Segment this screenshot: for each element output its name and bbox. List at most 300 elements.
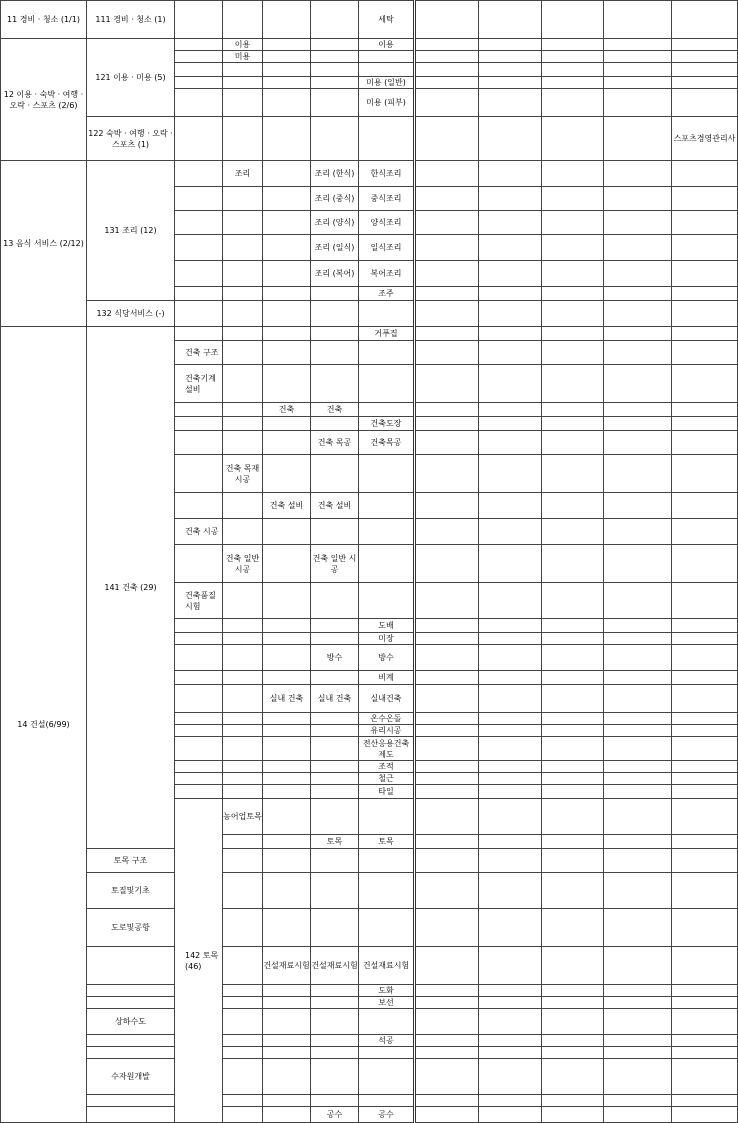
table-body (1, 1, 738, 1123)
table-cell (263, 455, 311, 493)
table-cell (672, 1, 738, 39)
table-cell (415, 645, 479, 671)
table-cell (604, 117, 672, 161)
table-cell (604, 403, 672, 417)
table-cell (415, 161, 479, 187)
table-cell (175, 671, 223, 685)
table-cell (311, 633, 359, 645)
table-cell (542, 287, 604, 301)
table-cell (415, 761, 479, 773)
table-cell (311, 117, 359, 161)
table-cell (223, 431, 263, 455)
table-cell (223, 117, 263, 161)
table-cell (175, 455, 223, 493)
table-cell (672, 1107, 738, 1123)
table-cell (223, 761, 263, 773)
table-cell (311, 761, 359, 773)
table-cell (223, 737, 263, 761)
table-cell (359, 1059, 415, 1095)
table-cell (479, 725, 542, 737)
table-cell (415, 39, 479, 51)
table-cell (415, 1059, 479, 1095)
table-cell (359, 63, 415, 77)
table-cell (542, 1107, 604, 1123)
table-cell (223, 583, 263, 619)
table-cell (415, 341, 479, 365)
table-cell (542, 341, 604, 365)
table-cell (87, 1095, 175, 1107)
table-cell (311, 77, 359, 89)
table-row (1, 301, 738, 327)
table-cell (223, 211, 263, 235)
table-cell (311, 773, 359, 785)
table-cell: 한식조리 (359, 161, 415, 187)
table-cell (479, 235, 542, 261)
table-row (1, 327, 738, 341)
table-cell (672, 545, 738, 583)
table-cell (672, 39, 738, 51)
table-cell (223, 327, 263, 341)
table-cell (542, 835, 604, 849)
table-cell (175, 417, 223, 431)
table-cell (542, 77, 604, 89)
table-cell (87, 947, 175, 985)
table-cell: 건축 구조 (175, 341, 223, 365)
table-cell (415, 785, 479, 799)
table-cell (359, 301, 415, 327)
table-cell (175, 39, 223, 51)
table-cell (175, 211, 223, 235)
table-cell (359, 51, 415, 63)
table-cell (479, 211, 542, 235)
table-cell (542, 849, 604, 873)
table-cell (263, 235, 311, 261)
table-cell (415, 773, 479, 785)
table-cell (479, 947, 542, 985)
table-cell (311, 799, 359, 835)
table-cell (311, 341, 359, 365)
table-cell (672, 455, 738, 493)
table-cell: 거푸집 (359, 327, 415, 341)
table-cell (542, 785, 604, 799)
table-cell (415, 301, 479, 327)
table-cell (415, 835, 479, 849)
table-cell (542, 261, 604, 287)
table-cell (672, 685, 738, 713)
table-cell (415, 77, 479, 89)
table-cell (542, 403, 604, 417)
table-cell (542, 63, 604, 77)
table-cell (311, 1095, 359, 1107)
table-cell: 122 숙박 · 여행 · 오락 · 스포츠 (1) (87, 117, 175, 161)
table-cell (263, 261, 311, 287)
table-cell (175, 403, 223, 417)
table-cell (415, 117, 479, 161)
table-cell (415, 327, 479, 341)
table-cell (311, 785, 359, 799)
table-cell: 양식조리 (359, 211, 415, 235)
table-cell (542, 985, 604, 997)
table-cell (415, 1047, 479, 1059)
table-cell (263, 545, 311, 583)
table-cell (175, 761, 223, 773)
table-cell (479, 713, 542, 725)
table-cell (604, 909, 672, 947)
table-cell (479, 89, 542, 117)
table-cell (542, 713, 604, 725)
table-cell (672, 403, 738, 417)
table-cell (542, 455, 604, 493)
table-cell (542, 187, 604, 211)
table-cell (542, 773, 604, 785)
table-cell (175, 161, 223, 187)
table-cell: 방수 (311, 645, 359, 671)
table-cell (87, 1047, 175, 1059)
table-cell (263, 1035, 311, 1047)
table-cell: 철근 (359, 773, 415, 785)
table-cell (415, 737, 479, 761)
table-cell (263, 645, 311, 671)
table-cell (175, 287, 223, 301)
table-cell (542, 431, 604, 455)
table-cell (672, 583, 738, 619)
table-cell (672, 63, 738, 77)
table-cell (672, 713, 738, 725)
table-cell (223, 77, 263, 89)
table-cell (672, 761, 738, 773)
table-cell (263, 1009, 311, 1035)
table-cell (415, 1107, 479, 1123)
table-cell (311, 619, 359, 633)
table-cell (604, 431, 672, 455)
table-cell (604, 211, 672, 235)
table-cell (479, 873, 542, 909)
table-cell: 복어조리 (359, 261, 415, 287)
table-cell (604, 327, 672, 341)
table-cell: 방수 (359, 645, 415, 671)
table-cell (542, 51, 604, 63)
table-cell (223, 365, 263, 403)
table-cell (415, 1009, 479, 1035)
table-cell: 석공 (359, 1035, 415, 1047)
table-cell (175, 261, 223, 287)
table-cell (263, 849, 311, 873)
table-cell (672, 1095, 738, 1107)
table-cell (415, 365, 479, 403)
table-cell (263, 671, 311, 685)
table-cell: 비계 (359, 671, 415, 685)
table-cell: 조리 (중식) (311, 187, 359, 211)
table-cell (415, 909, 479, 947)
table-cell (223, 493, 263, 519)
table-cell: 11 경비 · 청소 (1/1) (1, 1, 87, 39)
table-cell (542, 327, 604, 341)
table-cell (672, 1047, 738, 1059)
table-cell (479, 997, 542, 1009)
table-cell: 토질및기초 (87, 873, 175, 909)
table-cell (604, 685, 672, 713)
table-cell (604, 583, 672, 619)
table-cell (223, 403, 263, 417)
table-row (1, 1095, 738, 1107)
table-cell (311, 89, 359, 117)
table-cell (604, 455, 672, 493)
table-cell (672, 785, 738, 799)
table-cell (604, 545, 672, 583)
table-cell (415, 713, 479, 725)
table-cell: 건축 일반 시공 (311, 545, 359, 583)
table-cell (604, 341, 672, 365)
table-cell (542, 417, 604, 431)
table-cell (672, 725, 738, 737)
table-cell: 132 식당서비스 (-) (87, 301, 175, 327)
table-cell: 미용 (피부) (359, 89, 415, 117)
table-cell (223, 63, 263, 77)
table-cell (604, 835, 672, 849)
table-cell (415, 455, 479, 493)
table-cell (175, 737, 223, 761)
table-cell: 건축 (311, 403, 359, 417)
table-cell (415, 619, 479, 633)
table-cell (479, 365, 542, 403)
table-row (1, 39, 738, 51)
table-cell (672, 909, 738, 947)
table-cell (415, 997, 479, 1009)
table-cell (604, 1095, 672, 1107)
table-cell (479, 519, 542, 545)
table-cell (479, 455, 542, 493)
table-cell (415, 63, 479, 77)
table-cell (87, 985, 175, 997)
table-cell (604, 287, 672, 301)
table-cell (479, 685, 542, 713)
table-cell (415, 431, 479, 455)
table-cell (311, 39, 359, 51)
table-cell (672, 985, 738, 997)
table-cell (479, 187, 542, 211)
table-cell (223, 835, 263, 849)
table-cell (479, 39, 542, 51)
table-cell (175, 645, 223, 671)
table-cell (311, 1, 359, 39)
table-cell (415, 725, 479, 737)
table-cell (175, 493, 223, 519)
table-cell (479, 417, 542, 431)
table-cell (415, 799, 479, 835)
table-cell (263, 633, 311, 645)
table-cell (311, 873, 359, 909)
table-cell (479, 1047, 542, 1059)
table-cell (223, 89, 263, 117)
table-cell (479, 785, 542, 799)
table-cell (479, 799, 542, 835)
table-cell (479, 1059, 542, 1095)
table-cell (175, 431, 223, 455)
table-cell (604, 187, 672, 211)
table-cell (263, 785, 311, 799)
table-cell (223, 985, 263, 997)
table-cell: 13 음식 서비스 (2/12) (1, 161, 87, 327)
table-cell (175, 117, 223, 161)
table-cell (415, 89, 479, 117)
table-cell (87, 1107, 175, 1123)
table-cell: 공수 (311, 1107, 359, 1123)
table-cell (672, 327, 738, 341)
table-cell (542, 519, 604, 545)
table-cell (604, 161, 672, 187)
table-cell (415, 1035, 479, 1047)
table-cell (223, 849, 263, 873)
table-cell (479, 1, 542, 39)
table-cell (175, 713, 223, 725)
table-cell (479, 909, 542, 947)
table-cell (479, 619, 542, 633)
table-cell (415, 417, 479, 431)
table-cell (542, 211, 604, 235)
table-cell (311, 327, 359, 341)
table-cell (542, 633, 604, 645)
table-cell (604, 799, 672, 835)
table-cell (263, 117, 311, 161)
table-cell (415, 671, 479, 685)
table-cell (479, 645, 542, 671)
table-cell (311, 671, 359, 685)
table-cell (311, 583, 359, 619)
table-cell (415, 1095, 479, 1107)
table-cell (415, 947, 479, 985)
table-cell (263, 985, 311, 997)
table-cell (604, 1059, 672, 1095)
table-cell (479, 545, 542, 583)
table-cell (311, 287, 359, 301)
table-cell (604, 417, 672, 431)
table-cell: 건축 목재 시공 (223, 455, 263, 493)
table-cell (479, 493, 542, 519)
table-cell (672, 417, 738, 431)
table-cell (479, 583, 542, 619)
table-cell: 건설재료시험 (263, 947, 311, 985)
table-cell (479, 161, 542, 187)
table-cell: 전산응용건축제도 (359, 737, 415, 761)
table-cell (263, 1107, 311, 1123)
table-cell: 건축기계설비 (175, 365, 223, 403)
table-cell (479, 761, 542, 773)
table-cell (415, 633, 479, 645)
table-cell: 미용 (일반) (359, 77, 415, 89)
table-cell (263, 713, 311, 725)
table-cell: 농어업토목 (223, 799, 263, 835)
table-cell (672, 301, 738, 327)
table-cell (263, 725, 311, 737)
table-cell (223, 341, 263, 365)
table-cell (479, 117, 542, 161)
table-cell (542, 545, 604, 583)
table-row (1, 1035, 738, 1047)
table-cell (359, 365, 415, 403)
table-cell (542, 1059, 604, 1095)
table-cell (87, 1035, 175, 1047)
table-cell (604, 261, 672, 287)
table-cell (311, 997, 359, 1009)
table-cell (311, 417, 359, 431)
table-cell (672, 51, 738, 63)
table-cell: 보선 (359, 997, 415, 1009)
table-cell (223, 287, 263, 301)
table-cell (542, 117, 604, 161)
table-cell (542, 493, 604, 519)
table-cell (415, 493, 479, 519)
table-cell (672, 89, 738, 117)
table-cell (311, 985, 359, 997)
table-cell (479, 773, 542, 785)
table-cell (479, 403, 542, 417)
table-cell: 12 이용 · 숙박 · 여행 · 오락 · 스포츠 (2/6) (1, 39, 87, 161)
table-cell (223, 685, 263, 713)
table-cell (263, 341, 311, 365)
table-cell (223, 417, 263, 431)
table-cell (223, 997, 263, 1009)
table-cell (672, 211, 738, 235)
table-cell: 상하수도 (87, 1009, 175, 1035)
table-cell (672, 1035, 738, 1047)
table-cell (311, 1035, 359, 1047)
table-cell (542, 1095, 604, 1107)
table-cell (604, 737, 672, 761)
table-cell (223, 725, 263, 737)
table-cell: 수자원개발 (87, 1059, 175, 1095)
table-cell (542, 737, 604, 761)
table-cell: 토목 (359, 835, 415, 849)
table-cell (542, 645, 604, 671)
table-cell (223, 235, 263, 261)
table-cell (542, 799, 604, 835)
table-cell (223, 947, 263, 985)
table-cell: 토목 (311, 835, 359, 849)
table-cell (263, 89, 311, 117)
table-cell (479, 341, 542, 365)
table-cell: 온수온돌 (359, 713, 415, 725)
table-cell (604, 985, 672, 997)
table-cell (604, 873, 672, 909)
table-cell (604, 619, 672, 633)
table-row (1, 997, 738, 1009)
table-cell (223, 1059, 263, 1095)
table-cell: 스포츠경영관리사 (672, 117, 738, 161)
table-cell (672, 261, 738, 287)
table-cell (604, 1047, 672, 1059)
table-cell (415, 583, 479, 619)
table-cell (479, 1107, 542, 1123)
table-cell (542, 761, 604, 773)
table-cell (263, 997, 311, 1009)
table-cell: 도로및공항 (87, 909, 175, 947)
table-cell: 미용 (223, 51, 263, 63)
table-row (1, 1047, 738, 1059)
table-row (1, 1059, 738, 1095)
table-cell (542, 89, 604, 117)
table-cell (604, 1, 672, 39)
table-cell (672, 773, 738, 785)
table-cell: 일식조리 (359, 235, 415, 261)
table-cell (223, 713, 263, 725)
table-cell (672, 519, 738, 545)
table-cell (542, 671, 604, 685)
table-cell (672, 161, 738, 187)
table-cell: 131 조리 (12) (87, 161, 175, 301)
table-cell (672, 873, 738, 909)
table-cell (672, 737, 738, 761)
table-cell (359, 1047, 415, 1059)
